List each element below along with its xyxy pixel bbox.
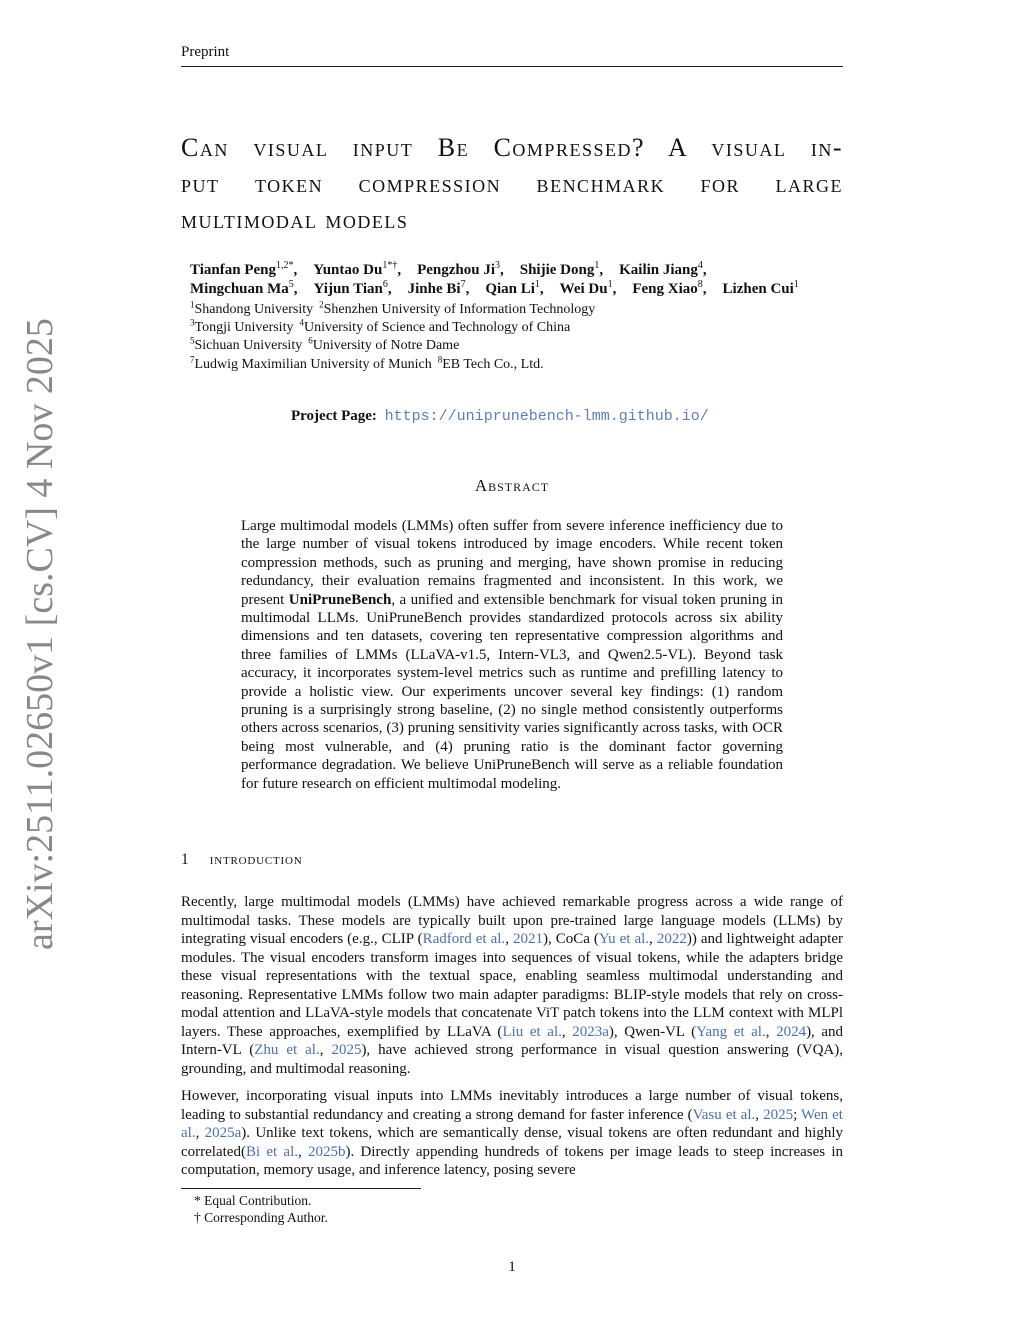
affiliation-name: University of Notre Dame xyxy=(312,337,460,353)
text-run: , xyxy=(319,1042,332,1058)
author-affiliation-marker: 1 xyxy=(607,279,613,290)
author-name-text: Shijie Dong xyxy=(519,262,595,278)
citation-link[interactable]: 2025 xyxy=(763,1106,794,1123)
arxiv-side-stamp: arXiv:2511.02650v1 [cs.CV] 4 Nov 2025 xyxy=(19,318,61,950)
affiliation xyxy=(437,354,544,372)
citation-link[interactable]: Radford et al. xyxy=(422,931,506,947)
author-name-text: Yuntao Du xyxy=(313,262,383,278)
affiliation-line xyxy=(190,335,465,354)
text-run: , xyxy=(297,1143,308,1160)
author-name-text: Qian Li xyxy=(485,281,535,297)
abstract-body xyxy=(241,517,783,793)
affiliation-marker: 5 xyxy=(190,335,195,345)
footnote-rule xyxy=(181,1188,421,1189)
text-run: ), have achieved strong performance in visual question answering (VQA), grounding, and multimodal reasoning. xyxy=(181,1042,843,1077)
affiliation-marker: 8 xyxy=(437,354,443,364)
affiliation-name: University of Science and Technology of China xyxy=(303,319,571,335)
project-page xyxy=(291,408,709,425)
affiliation xyxy=(190,335,303,353)
affiliation-marker: 1 xyxy=(190,299,195,309)
body-paragraph xyxy=(181,1087,843,1180)
author-name-text: Feng Xiao xyxy=(632,281,698,297)
author-name xyxy=(190,262,297,278)
author-affiliation-marker: 3 xyxy=(495,260,500,271)
author-list-line-1 xyxy=(190,260,910,279)
author-name-text: Mingchuan Ma xyxy=(190,281,289,297)
citation-link[interactable]: Bi et al. xyxy=(245,1143,298,1160)
text-run: However, incorporating visual inputs into LMMs inevitably introduces a large number of visual tokens, leading to substantial redundancy and creating a strong demand for faster inference ( xyxy=(181,1088,843,1123)
text-run: ). Directly appending hundreds of tokens per image leads to steep increases in computation, memory usage, and inference latency, posing severe xyxy=(181,1143,843,1178)
author-name xyxy=(619,262,707,278)
citation-link[interactable]: Liu et al. xyxy=(502,1023,562,1040)
author-separator: , xyxy=(293,281,298,297)
citation-link[interactable]: Vasu et al. xyxy=(692,1106,756,1123)
running-header: Preprint xyxy=(181,44,230,60)
author-name xyxy=(560,281,617,297)
text-run: )) and lightweight adapter modules. The visual encoders transform images into sequences of visual tokens, while the adapters bridge these visual representations with the textual space, enabling seamless multimodal understanding and reasoning. Representative LMMs follow two main adapter paradigms: BLIP-style models that rely on cross-modal attention and LLaVA-style models that concatenate ViT patch tokens into the LLM context with MLPl layers. These approaches, exemplified by LLaVA ( xyxy=(181,931,844,1040)
affiliation-marker: 2 xyxy=(319,299,324,309)
author-separator: , xyxy=(702,262,707,278)
text-run: Recently, large multimodal models (LMMs) have achieved remarkable progress across a wide range of multimodal tasks. These models are typically built upon pre-trained large language models (LLMs) by integrating visual encoders (e.g., CLIP ( xyxy=(181,894,843,947)
footnote-equal-contribution: * Equal Contribution. xyxy=(194,1193,312,1208)
affiliation-line xyxy=(190,299,601,318)
citation-link[interactable]: 2024 xyxy=(776,1023,807,1040)
author-name xyxy=(417,262,504,278)
affiliation-marker: 4 xyxy=(299,317,304,327)
affiliation-marker: 7 xyxy=(190,354,195,364)
text-run: ), Qwen-VL ( xyxy=(608,1023,697,1040)
citation-link[interactable]: 2025 xyxy=(331,1042,362,1058)
author-separator: , xyxy=(599,262,604,278)
author-name xyxy=(723,281,799,297)
affiliation-marker: 3 xyxy=(190,317,195,327)
affiliation-line xyxy=(190,354,550,373)
author-list-line-2 xyxy=(190,279,910,298)
project-page-link[interactable]: https://uniprunebench-lmm.github.io/ xyxy=(384,408,709,425)
section-title: introduction xyxy=(209,851,303,868)
author-name xyxy=(313,262,401,278)
author-name-text: Wei Du xyxy=(559,281,608,297)
author-affiliation-marker: 1*† xyxy=(382,260,398,271)
text-run: Large multimodal models (LMMs) often suffer from severe inference inefficiency due to the large number of visual tokens introduced by image encoders. While recent token compression methods, such as pruning and merging, have shown promise in reducing redundancy, their evaluation remains fragmented and inconsistent. In this work, we present xyxy=(241,518,783,608)
author-affiliation-marker: 1 xyxy=(534,279,540,290)
author-name xyxy=(632,281,706,297)
author-separator: , xyxy=(500,262,504,278)
text-run: ), and Intern-VL ( xyxy=(181,1023,844,1058)
author-separator: , xyxy=(387,281,392,297)
author-name xyxy=(520,262,603,278)
affiliation-name: Shandong University xyxy=(194,301,314,317)
author-separator: , xyxy=(612,281,617,297)
text-run: , xyxy=(765,1023,777,1040)
affiliation xyxy=(190,317,294,335)
title-line: put token compression benchmark for large xyxy=(181,169,843,198)
author-separator: , xyxy=(465,281,470,297)
citation-link[interactable]: 2022 xyxy=(656,931,687,947)
citation-link[interactable]: Wen et al. xyxy=(181,1106,843,1141)
text-run: ; xyxy=(793,1106,801,1123)
text-run: ). Unlike text tokens, which are semantically dense, visual tokens are often redundant and highly correlated( xyxy=(181,1125,844,1160)
author-name xyxy=(408,281,470,297)
affiliation xyxy=(190,354,432,372)
paper-title xyxy=(181,130,843,238)
affiliation xyxy=(190,299,314,317)
author-affiliation-marker: 1 xyxy=(594,260,600,271)
affiliation-name: Ludwig Maximilian University of Munich xyxy=(194,356,432,372)
author-affiliation-marker: 5 xyxy=(288,279,294,290)
footnote-corresponding-author: † Corresponding Author. xyxy=(194,1210,328,1225)
project-page-label: Project Page: xyxy=(291,408,377,424)
citation-link[interactable]: Yu et al. xyxy=(598,931,650,947)
title-line: Can visual input Be Compressed? A visual in- xyxy=(181,133,843,162)
section-number: 1 xyxy=(181,851,190,868)
benchmark-name: UniPruneBench xyxy=(288,591,392,608)
author-name xyxy=(485,281,543,297)
body-paragraph xyxy=(181,893,843,1078)
author-affiliation-marker: 7 xyxy=(460,279,466,290)
citation-link[interactable]: 2023a xyxy=(572,1023,609,1040)
text-run: , xyxy=(505,931,513,947)
author-name-text: Jinhe Bi xyxy=(407,281,461,297)
affiliation-marker: 6 xyxy=(308,335,313,345)
author-name xyxy=(314,281,392,297)
author-name-text: Pengzhou Ji xyxy=(417,262,495,278)
author-affiliation-marker: 6 xyxy=(382,279,388,290)
header-rule xyxy=(181,66,843,67)
text-run: , xyxy=(195,1125,205,1141)
text-run: , xyxy=(755,1106,764,1123)
text-run: , xyxy=(561,1023,573,1040)
page-number: 1 xyxy=(508,1259,516,1275)
citation-link[interactable]: 2025b xyxy=(307,1143,346,1160)
affiliation xyxy=(319,299,596,317)
affiliation-name: EB Tech Co., Ltd. xyxy=(442,356,544,372)
author-name-text: Tianfan Peng xyxy=(190,262,276,278)
citation-link[interactable]: Yang et al. xyxy=(696,1023,766,1040)
citation-link[interactable]: 2021 xyxy=(512,931,543,947)
author-affiliation-marker: 1,2* xyxy=(276,260,294,271)
citation-link[interactable]: 2025a xyxy=(204,1125,242,1141)
affiliation-line xyxy=(190,317,576,336)
title-line: multimodal models xyxy=(181,205,409,234)
abstract-heading: Abstract xyxy=(474,476,550,495)
author-affiliation-marker: 4 xyxy=(697,260,703,271)
text-run: , xyxy=(649,931,657,947)
affiliation xyxy=(299,317,571,335)
author-affiliation-marker: 8 xyxy=(697,279,703,290)
author-separator: , xyxy=(539,281,544,297)
affiliation xyxy=(308,335,460,353)
affiliation-name: Tongji University xyxy=(194,319,294,335)
section-heading-introduction xyxy=(181,851,302,869)
citation-link[interactable]: Zhu et al. xyxy=(254,1042,320,1058)
author-name-text: Kailin Jiang xyxy=(619,262,698,278)
text-run: ), CoCa ( xyxy=(542,931,599,947)
author-separator: , xyxy=(702,281,707,297)
author-affiliation-marker: 1 xyxy=(793,279,799,290)
author-name xyxy=(190,281,298,297)
author-name-text: Lizhen Cui xyxy=(722,281,794,297)
author-separator: , xyxy=(293,262,298,278)
text-run: , a unified and extensible benchmark for visual token pruning in multimodal LLMs. UniPruneBench provides standardized protocols across six ability dimensions and ten datasets, covering ten representative compression algorithms and three families of LMMs (LLaVA-v1.5, Intern-VL3, and Qwen2.5-VL). Beyond task accuracy, it incorporates system-level metrics such as runtime and prefilling latency to provide a holistic view. Our experiments uncover several key findings: (1) random pruning is a surprisingly strong baseline, (2) no single method consistently outperforms others across scenarios, (3) pruning sensitivity varies significantly across tasks, with OCR being most vulnerable, and (4) pruning ratio is the dominant factor governing performance degradation. We believe UniPruneBench will serve as a reliable foundation for future research on efficient multimodal modeling. xyxy=(241,591,783,792)
affiliation-name: Sichuan University xyxy=(194,337,303,353)
author-separator: , xyxy=(397,262,402,278)
author-name-text: Yijun Tian xyxy=(313,281,383,297)
affiliation-name: Shenzhen University of Information Technology xyxy=(323,301,596,317)
